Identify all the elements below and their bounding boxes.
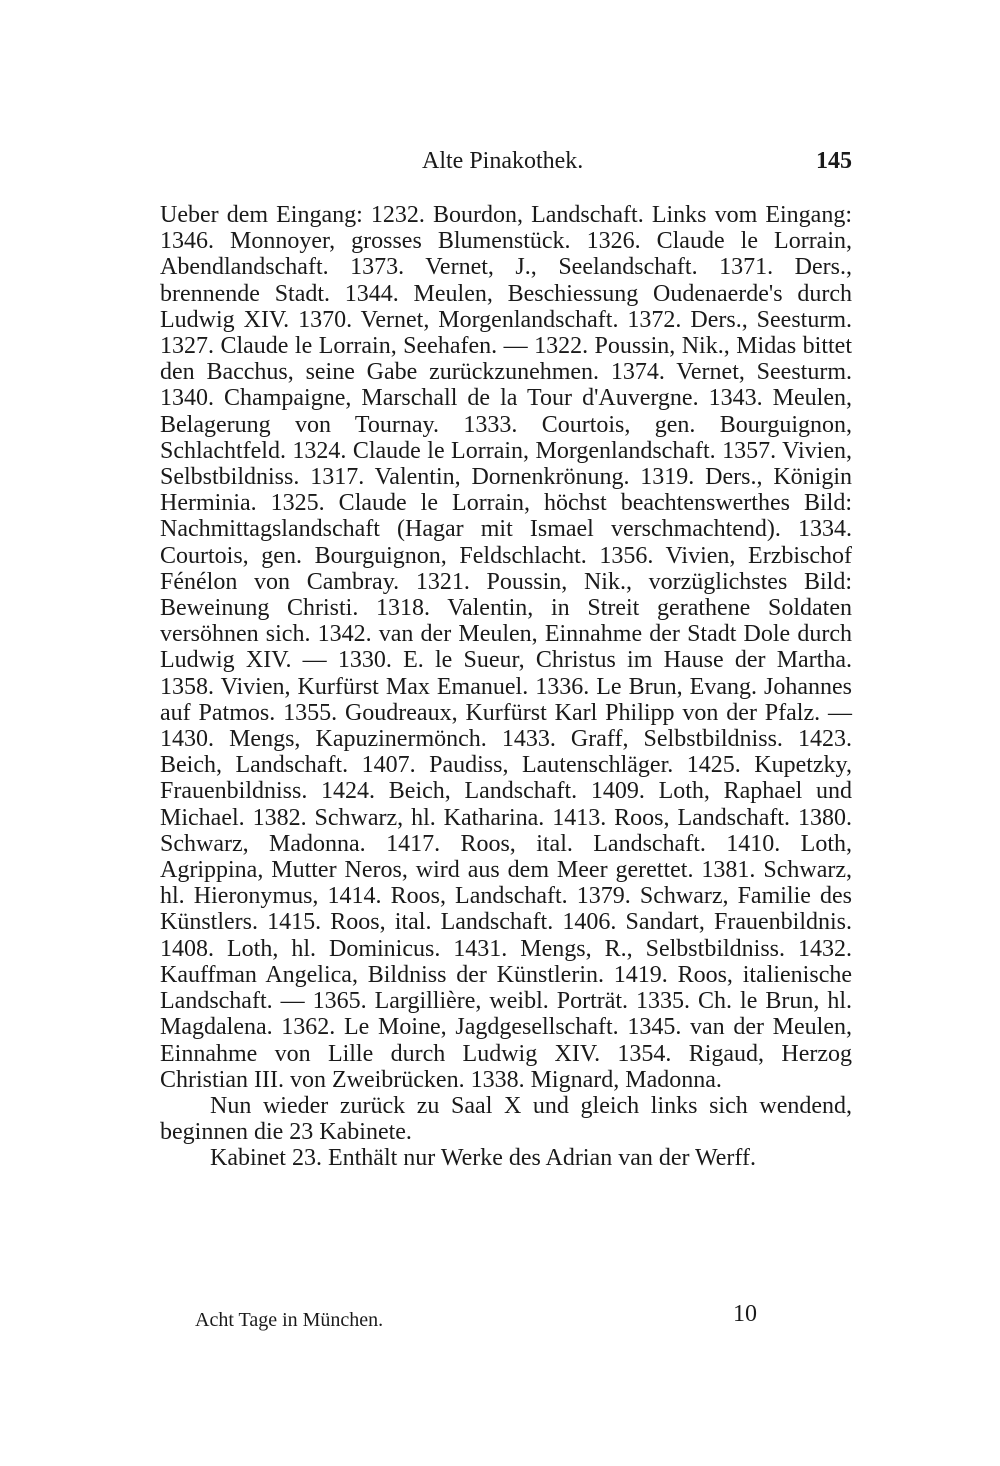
page-number: 145 (816, 148, 852, 174)
paragraph-saal-x: Nun wieder zurück zu Saal X und gleich links sich wendend, beginnen die 23 Kabinete. (160, 1092, 852, 1146)
signature-mark: 10 (733, 1301, 757, 1327)
footer (195, 1301, 852, 1335)
running-title: Alte Pinakothek. (422, 148, 584, 174)
paragraph-gallery-list: Ueber dem Eingang: 1232. Bourdon, Landschaft. Links vom Eingang: 1346. Monnoyer, grosses Blumenstück. 1326. Claude le Lorrain, Abendlandschaft. 1373. Vernet, J., Seelandschaft. 1371. Ders., brennende Stadt. 1344. Meulen, Beschiessung Oudenaerde's durch Ludwig XIV. 1370. Vernet, Morgenlandschaft. 1372. Ders., Seesturm. 1327. Claude le Lorrain, Seehafen. — 1322. Poussin, Nik., Midas bittet den Bacchus, seine Gabe zurückzunehmen. 1374. Vernet, Seesturm. 1340. Champaigne, Marschall de la Tour d'Auvergne. 1343. Meulen, Belagerung von Tournay. 1333. Courtois, gen. Bourguignon, Schlachtfeld. 1324. Claude le Lorrain, Morgenlandschaft. 1357. Vivien, Selbstbildniss. 1317. Valentin, Dornenkrönung. 1319. Ders., Königin Herminia. 1325. Claude le Lorrain, höchst beachtenswerthes Bild: Nachmittagslandschaft (Hagar mit Ismael verschmachtend). 1334. Courtois, gen. Bourguignon, Feldschlacht. 1356. Vivien, Erzbischof Fénélon von Cambray. 1321. Poussin, Nik., vorzüglichstes Bild: Beweinung Christi. 1318. Valentin, in Streit gerathene Soldaten versöhnen sich. 1342. van der Meulen, Einnahme der Stadt Dole durch Ludwig XIV. — 1330. E. le Sueur, Christus im Hause der Martha. 1358. Vivien, Kurfürst Max Emanuel. 1336. Le Brun, Evang. Johannes auf Patmos. 1355. Goudreaux, Kurfürst Karl Philipp von der Pfalz. — 1430. Mengs, Kapuzinermönch. 1433. Graff, Selbstbildniss. 1423. Beich, Landschaft. 1407. Paudiss, Lautenschläger. 1425. Kupetzky, Frauenbildniss. 1424. Beich, Landschaft. 1409. Loth, Raphael und Michael. 1382. Schwarz, hl. Katharina. 1413. Roos, Landschaft. 1380. Schwarz, Madonna. 1417. Roos, ital. Landschaft. 1410. Loth, Agrippina, Mutter Neros, wird aus dem Meer gerettet. 1381. Schwarz, hl. Hieronymus, 1414. Roos, Landschaft. 1379. Schwarz, Familie des Künstlers. 1415. Roos, ital. Landschaft. 1406. Sandart, Frauenbildnis. 1408. Loth, hl. Dominicus. 1431. Mengs, R., Selbstbildniss. 1432. Kauffman Angelica, Bildniss der Künstlerin. 1419. Roos, italienische Landschaft. — 1365. Largillière, weibl. Porträt. 1335. Ch. le Brun, hl. Magdalena. 1362. Le Moine, Jagdgesellschaft. 1345. van der Meulen, Einnahme von Lille durch Ludwig XIV. 1354. Rigaud, Herzog Christian III. von Zweibrücken. 1338. Mignard, Madonna. (160, 202, 852, 1093)
running-header (160, 148, 852, 178)
body-text (160, 202, 852, 1172)
footer-title: Acht Tage in München. (195, 1309, 384, 1331)
paragraph-kabinet-23: Kabinet 23. Enthält nur Werke des Adrian van der Werff. (210, 1145, 756, 1172)
